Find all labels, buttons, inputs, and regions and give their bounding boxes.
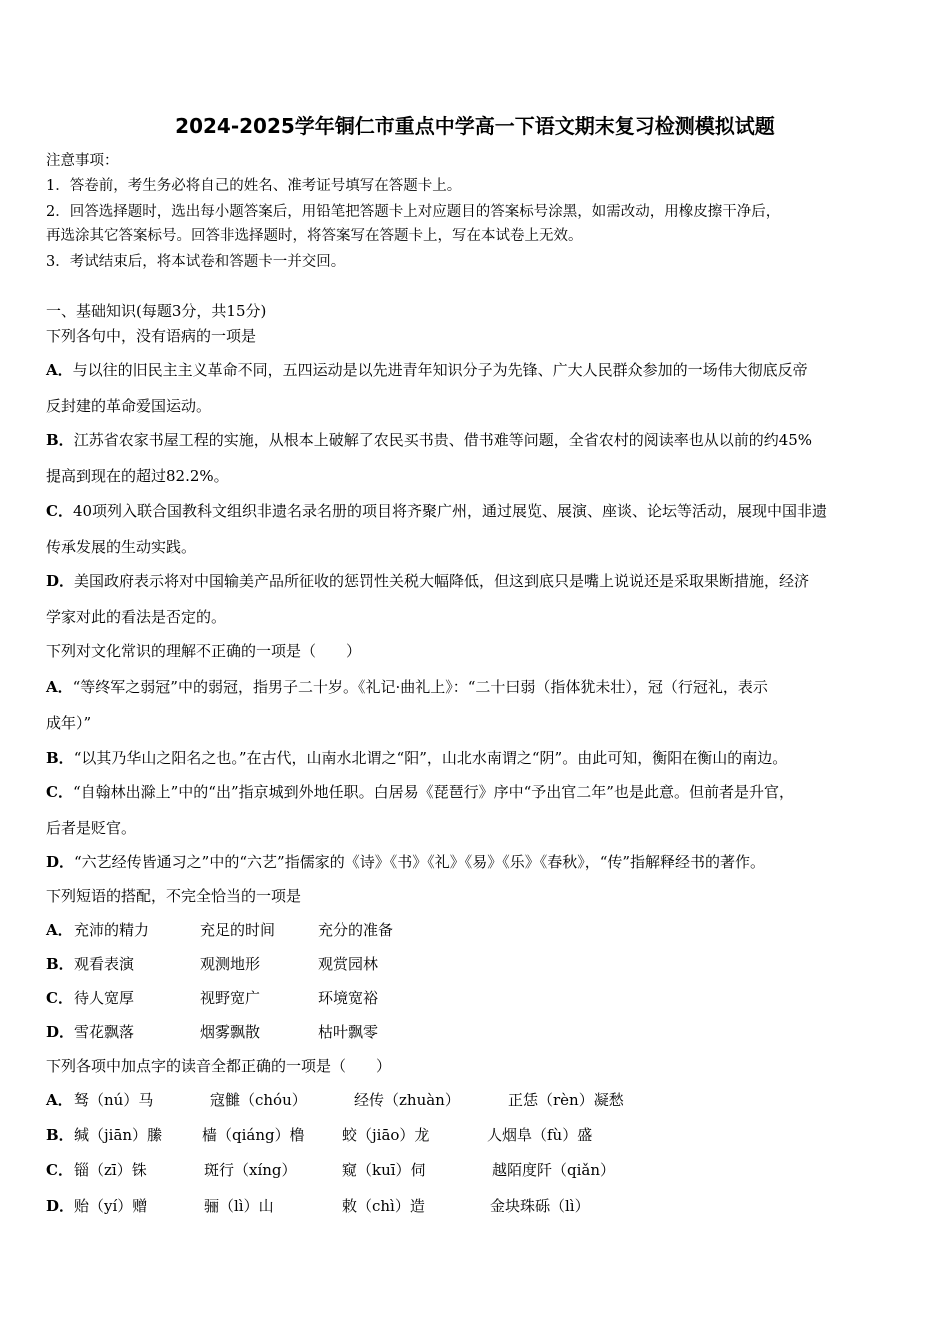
phrase: 观赏园林: [318, 955, 379, 973]
reading-item: 敕（chì）造: [342, 1197, 425, 1215]
option-label: C．: [46, 783, 73, 801]
option-label: D．: [46, 853, 75, 871]
option-text: “等终军之弱冠”中的弱冠，指男子二十岁。《礼记·曲礼上》：“二十曰弱（指体犹未壮），冠（行冠礼，表示: [72, 678, 768, 696]
option-label: A．: [46, 361, 73, 379]
option-label: D．: [46, 1197, 75, 1215]
question-1-option-b-cont: 提高到现在的超过82.2%。: [46, 467, 229, 485]
phrase: 观测地形: [200, 955, 261, 973]
option-label: C．: [46, 989, 73, 1007]
reading-item: 寇雠（chóu）: [210, 1091, 307, 1109]
notice-line-3: 3．考试结束后，将本试卷和答题卡一并交回。: [46, 254, 346, 270]
question-1-option-a-cont: 反封建的革命爱国运动。: [46, 397, 212, 415]
question-4-stem: 下列各项中加点字的读音全都正确的一项是（ ）: [46, 1057, 392, 1075]
question-1-option-b: [46, 430, 812, 450]
reading-item: 斑行（xíng）: [204, 1161, 297, 1179]
phrase: 待人宽厚: [74, 989, 135, 1007]
phrase: 视野宽广: [200, 989, 261, 1007]
phrase: 观看表演: [74, 955, 135, 973]
phrase: 烟雾飘散: [200, 1023, 261, 1041]
notice-line-2a: 2．回答选择题时，选出每小题答案后，用铅笔把答题卡上对应题目的答案标号涂黑，如需改动，用橡皮擦干净后，: [46, 204, 781, 220]
section-heading: 一、基础知识(每题3分，共15分): [46, 302, 267, 320]
option-label: D．: [46, 572, 75, 590]
reading-item: 正恁（rèn）凝愁: [508, 1091, 624, 1109]
option-label: B．: [46, 431, 74, 449]
option-text: 40项列入联合国教科文组织非遗名录名册的项目将齐聚广州，通过展览、展演、座谈、论坛等活动，展现中国非遗: [72, 502, 828, 520]
question-1-option-d: [46, 571, 809, 591]
option-label: C．: [46, 1161, 73, 1179]
phrase: 雪花飘落: [74, 1023, 135, 1041]
option-text: “以其乃华山之阳名之也。”在古代，山南水北谓之“阳”，山北水南谓之“阴”。由此可知，衡阳在衡山的南边。: [73, 749, 788, 767]
reading-item: 骊（lì）山: [204, 1197, 274, 1215]
option-text: 美国政府表示将对中国输美产品所征收的惩罚性关税大幅降低，但这到底只是嘴上说说还是采取果断措施，经济: [74, 572, 810, 590]
phrase: 充足的时间: [200, 921, 276, 939]
option-text: “自翰林出滁上”中的“出”指京城到外地任职。白居易《琵琶行》序中“予出官二年”也是此意。但前者是升官，: [72, 783, 794, 801]
phrase: 环境宽裕: [318, 989, 379, 1007]
phrase: 充分的准备: [318, 921, 394, 939]
notice-heading: 注意事项：: [46, 153, 119, 169]
reading-item: 驽（nú）马: [74, 1091, 154, 1109]
question-2-option-d: [46, 852, 765, 872]
reading-item: 缄（jiān）縢: [74, 1126, 163, 1144]
question-1-option-c: [46, 501, 827, 521]
question-2-option-b: [46, 748, 787, 768]
option-label: B．: [46, 955, 74, 973]
reading-item: 越陌度阡（qiǎn）: [492, 1161, 616, 1179]
reading-item: 经传（zhuàn）: [354, 1091, 460, 1109]
reading-item: 蛟（jiāo）龙: [342, 1126, 430, 1144]
reading-item: 贻（yí）赠: [74, 1197, 148, 1215]
reading-item: 锱（zī）铢: [74, 1161, 147, 1179]
option-label: C．: [46, 502, 73, 520]
phrase: 充沛的精力: [74, 921, 150, 939]
option-text: 江苏省农家书屋工程的实施，从根本上破解了农民买书贵、借书难等问题，全省农村的阅读率也从以前的约45%: [73, 431, 813, 449]
option-label: D．: [46, 1023, 75, 1041]
question-2-option-a: [46, 677, 768, 697]
question-1-option-c-cont: 传承发展的生动实践。: [46, 538, 197, 556]
question-2-stem: 下列对文化常识的理解不正确的一项是（ ）: [46, 642, 362, 660]
option-label: B．: [46, 749, 74, 767]
question-1-option-a: [46, 360, 808, 380]
reading-item: 金块珠砾（lì）: [490, 1197, 590, 1215]
notice-line-2b: 再选涂其它答案标号。回答非选择题时，将答案写在答题卡上，写在本试卷上无效。: [46, 228, 583, 244]
reading-item: 窥（kuī）伺: [342, 1161, 426, 1179]
question-1-stem: 下列各句中，没有语病的一项是: [46, 327, 257, 345]
option-label: B．: [46, 1126, 74, 1144]
question-3-stem: 下列短语的搭配，不完全恰当的一项是: [46, 887, 302, 905]
option-text: “六艺经传皆通习之”中的“六艺”指儒家的《诗》《书》《礼》《易》《乐》《春秋》，“传”指解释经书的著作。: [74, 853, 766, 871]
option-text: 与以往的旧民主主义革命不同，五四运动是以先进青年知识分子为先锋、广大人民群众参加的一场伟大彻底反帝: [72, 361, 808, 379]
question-2-option-a-cont: 成年）”: [46, 714, 92, 732]
page-title: 2024-2025学年铜仁市重点中学高一下语文期末复习检测模拟试题: [175, 114, 775, 138]
question-2-option-c: [46, 782, 794, 802]
phrase: 枯叶飘零: [318, 1023, 379, 1041]
reading-item: 樯（qiáng）橹: [202, 1126, 305, 1144]
question-2-option-c-cont: 后者是贬官。: [46, 819, 137, 837]
option-label: A．: [46, 1091, 73, 1109]
reading-item: 人烟阜（fù）盛: [487, 1126, 593, 1144]
option-label: A．: [46, 678, 73, 696]
question-1-option-d-cont: 学家对此的看法是否定的。: [46, 608, 227, 626]
notice-line-1: 1．答卷前，考生务必将自己的姓名、准考证号填写在答题卡上。: [46, 178, 462, 194]
option-label: A．: [46, 921, 73, 939]
